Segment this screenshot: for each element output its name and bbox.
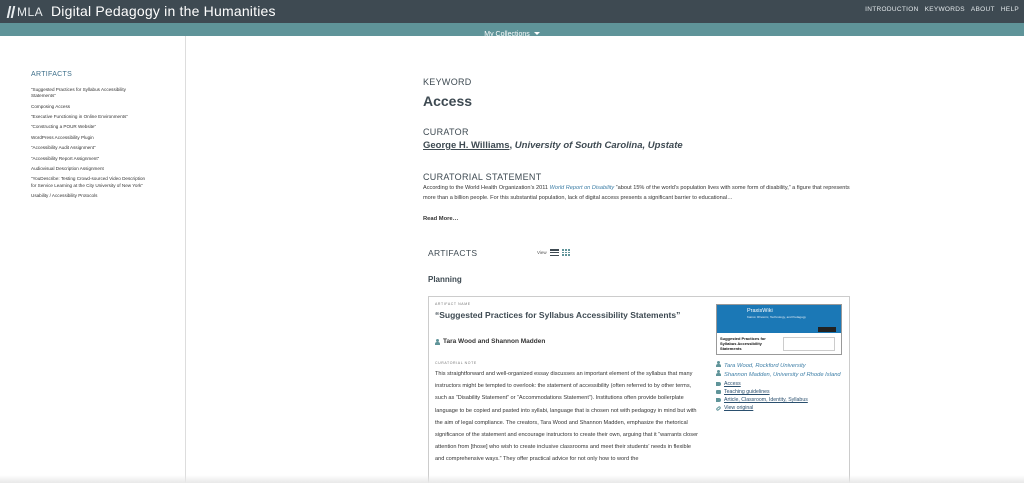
sidebar-item[interactable]: Usability / Accessibility Protocols bbox=[31, 192, 98, 198]
person-icon bbox=[716, 370, 721, 376]
mla-logo-text: MLA bbox=[17, 5, 44, 19]
sidebar-item[interactable]: “Accessibility Audit Assignment” bbox=[31, 145, 96, 151]
meta-author-2 bbox=[716, 370, 842, 379]
meta-keyword bbox=[716, 380, 842, 388]
artifact-metadata bbox=[716, 361, 842, 413]
curator-affiliation: University of South Carolina, Upstate bbox=[514, 140, 683, 151]
artifacts-sidebar bbox=[0, 36, 186, 483]
meta-author-1-text: Tara Wood, Rockford University bbox=[724, 363, 806, 369]
artifacts-heading: ARTIFACTS bbox=[428, 248, 478, 258]
artifact-name-label: ARTIFACT NAME bbox=[435, 302, 471, 306]
sidebar-item[interactable]: “Accessibility Report Assignment” bbox=[31, 155, 100, 161]
statement-text-end: “about 15% of the world’s population lives with some form of disability,” a figure that represents more than a billion people. For this substantial population, lack of digital access presents a significant barrier to educational… bbox=[423, 185, 850, 201]
chevron-down-icon[interactable] bbox=[534, 32, 540, 35]
thumbnail-box bbox=[783, 337, 835, 351]
artifact-card bbox=[428, 296, 850, 483]
nav-introduction[interactable]: INTRODUCTION bbox=[865, 6, 919, 13]
meta-author-1 bbox=[716, 361, 842, 370]
person-icon bbox=[716, 361, 721, 367]
sidebar-heading: ARTIFACTS bbox=[31, 71, 73, 78]
thumbnail-dark-block bbox=[818, 327, 836, 332]
meta-tags bbox=[716, 396, 842, 404]
sidebar-item[interactable]: “Constructing a POUR Website” bbox=[31, 124, 97, 130]
meta-author-2-text: Shannon Madden, University of Rhode Island bbox=[724, 372, 841, 379]
link-icon bbox=[716, 406, 722, 412]
thumbnail-site-subtitle: Kairos: Rhetoric, Technology, and Pedagogy bbox=[747, 315, 806, 319]
artifact-title: “Suggested Practices for Syllabus Accessibility Statements” bbox=[435, 310, 681, 320]
sidebar-item[interactable]: “YouDescribe: Testing Crowd-sourced Video Description for Service Learning at the City University of New York” bbox=[31, 176, 146, 188]
keyword-title: Access bbox=[423, 93, 473, 109]
folder-icon bbox=[716, 390, 721, 394]
mla-logo-mark bbox=[8, 6, 14, 18]
view-toggle bbox=[537, 249, 570, 256]
sidebar-item[interactable]: Composing Access bbox=[31, 103, 71, 109]
curatorial-note-label: CURATORIAL NOTE bbox=[435, 361, 477, 365]
curatorial-statement-text bbox=[423, 184, 853, 203]
curator-name-link[interactable]: George H. Williams bbox=[423, 140, 510, 151]
my-collections-dropdown[interactable]: My Collections bbox=[484, 31, 530, 38]
artifact-authors-text: Tara Wood and Shannon Madden bbox=[443, 338, 546, 345]
nav-about[interactable]: ABOUT bbox=[970, 6, 995, 13]
curatorial-statement-label: CURATORIAL STATEMENT bbox=[423, 172, 542, 182]
nav-keywords[interactable]: KEYWORDS bbox=[924, 6, 965, 13]
keyword-tag-icon bbox=[716, 382, 721, 386]
thumbnail-site-title: PraxisWiki bbox=[747, 308, 773, 314]
sidebar-item[interactable]: “Suggested Practices for Syllabus Accessibility Statements” bbox=[31, 87, 126, 99]
person-icon bbox=[435, 339, 440, 345]
sidebar-item[interactable]: Audiovisual Description Assignment bbox=[31, 165, 104, 171]
curator-label: CURATOR bbox=[423, 127, 469, 137]
artifact-authors bbox=[435, 338, 545, 345]
sidebar-item[interactable]: WordPress Accessibility Plugin bbox=[31, 134, 94, 140]
sidebar-item[interactable]: “Executive Functioning in Online Environments” bbox=[31, 113, 128, 119]
collections-bar bbox=[0, 23, 1024, 36]
view-label: View bbox=[537, 250, 547, 255]
meta-type-link[interactable]: Teaching guidelines bbox=[724, 389, 770, 396]
meta-view-original bbox=[716, 404, 842, 412]
grid-view-icon[interactable] bbox=[562, 249, 570, 256]
nav-help[interactable]: HELP bbox=[1000, 6, 1019, 13]
artifact-thumbnail[interactable] bbox=[716, 304, 842, 355]
top-nav bbox=[865, 6, 1019, 13]
meta-type bbox=[716, 388, 842, 396]
mla-logo[interactable] bbox=[8, 4, 43, 20]
meta-keyword-link[interactable]: Access bbox=[724, 380, 741, 387]
curatorial-note-text: This straightforward and well-organized essay discusses an important element of the syllabus that many instructors might be tempted to overlook: the statement of accessibility (often referred to by other terms, such as “Disability Statement” or “Accommodations Statement”). Institutions often provide boilerplate language to be copied and pasted into syllabi, language that is chosen not with pedagogy in mind but with the aim of legal compliance. The creators, Tara Wood and Shannon Madden, emphasize the rhetorical significance of the statement and encourage instructors to create their own, arguing that it “warrants closer attention from [those] who wish to create inclusive classrooms and meet their students’ needs in flexible and comprehensive ways.” They offer practical advice for not only how to word the bbox=[435, 371, 699, 463]
list-view-icon[interactable] bbox=[550, 249, 559, 256]
site-header bbox=[0, 0, 1024, 23]
section-heading-planning: Planning bbox=[428, 275, 462, 284]
site-title[interactable]: Digital Pedagogy in the Humanities bbox=[51, 3, 276, 19]
tags-icon bbox=[716, 398, 721, 402]
read-more-link[interactable]: Read More… bbox=[423, 216, 459, 222]
curator-line: George H. Williams, University of South Carolina, Upstate bbox=[423, 140, 683, 151]
view-original-link[interactable]: View original bbox=[724, 405, 754, 412]
world-report-link[interactable]: World Report on Disability bbox=[549, 185, 615, 191]
sidebar-artifact-list bbox=[31, 87, 149, 203]
bottom-fade bbox=[0, 475, 1024, 483]
meta-tags-link[interactable]: Article, Classroom, Identity, Syllabus bbox=[724, 397, 808, 404]
thumbnail-caption: Suggested Practices for Syllabus Accessibility Statements bbox=[720, 336, 766, 351]
statement-text-start: According to the World Health Organization’s 2011 bbox=[423, 185, 550, 191]
keyword-label: KEYWORD bbox=[423, 77, 472, 87]
